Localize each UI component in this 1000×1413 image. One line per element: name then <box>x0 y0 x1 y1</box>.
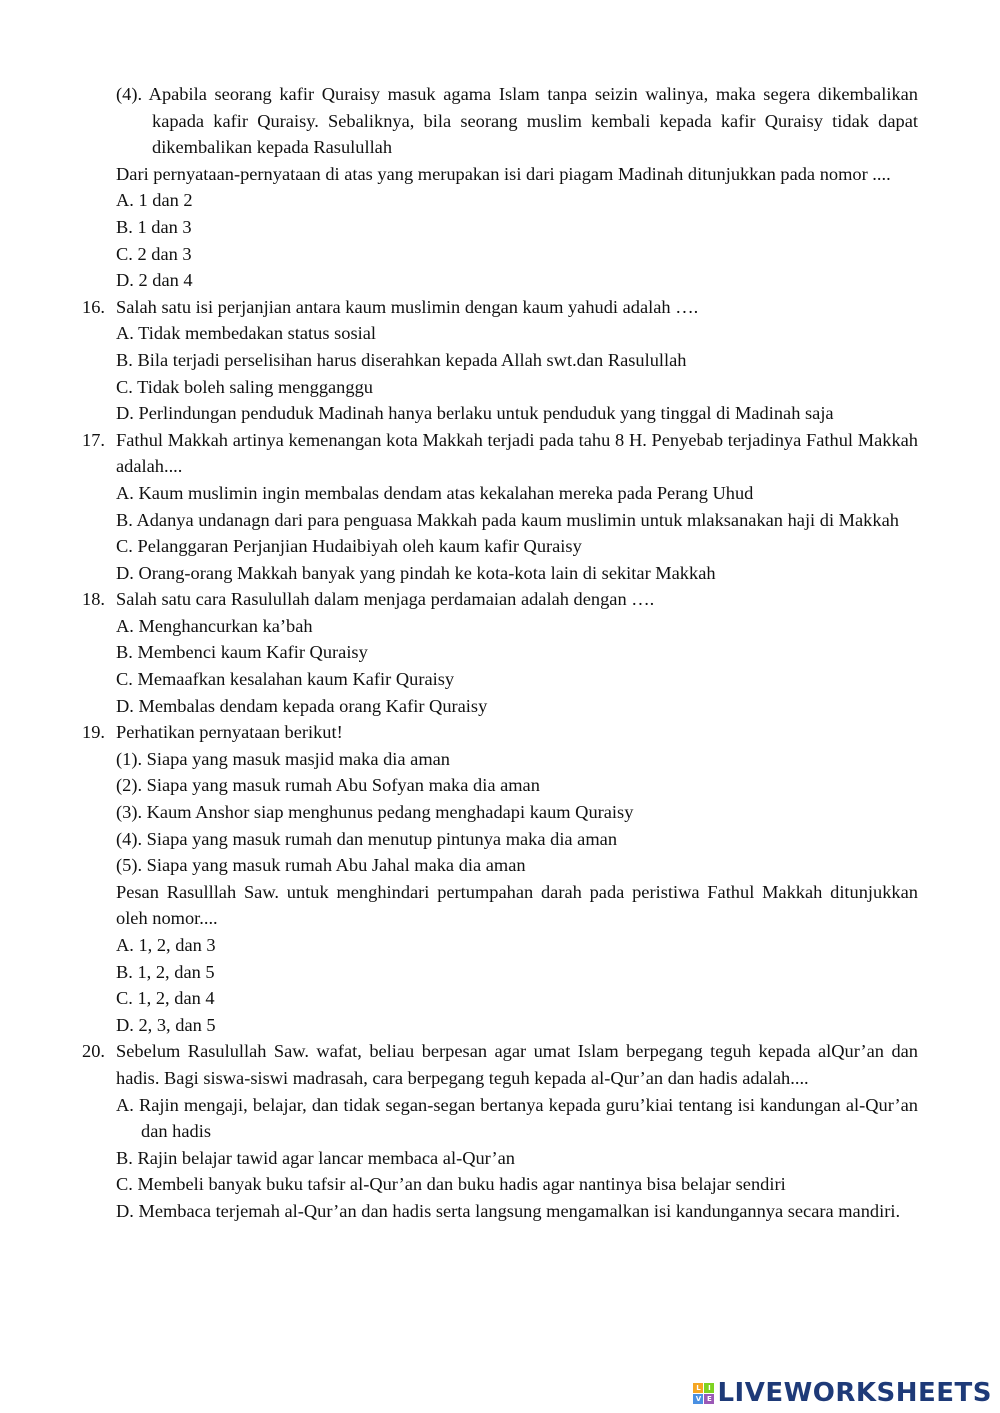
question-options <box>82 320 918 426</box>
question-20 <box>82 1038 918 1224</box>
question-prompt: Pesan Rasulllah Saw. untuk menghindari pertumpahan darah pada peristiwa Fathul Makkah ditunjukkan oleh nomor.... <box>116 881 918 929</box>
question-number: 17. <box>82 429 105 450</box>
answer-option[interactable]: C. Tidak boleh saling mengganggu <box>116 376 373 397</box>
answer-option[interactable]: B. Bila terjadi perselisihan harus diserahkan kepada Allah swt.dan Rasulullah <box>116 349 687 370</box>
prev-question-continuation <box>82 81 918 294</box>
answer-option[interactable]: B. Membenci kaum Kafir Quraisy <box>116 642 368 663</box>
question-options <box>82 480 918 586</box>
answer-option[interactable]: A. 1, 2, dan 3 <box>116 935 216 955</box>
answer-option[interactable]: C. 2 dan 3 <box>116 243 192 264</box>
question-16 <box>82 294 918 427</box>
question-number: 20. <box>82 1041 105 1062</box>
answer-option[interactable]: C. Memaafkan kesalahan kaum Kafir Quraisy <box>116 669 455 690</box>
prev-question-options <box>82 187 918 293</box>
question-17 <box>82 427 918 587</box>
answer-option[interactable]: D. 2, 3, dan 5 <box>116 1014 216 1035</box>
logo-letter: V <box>693 1394 703 1404</box>
statement-item: (3). Kaum Anshor siap menghunus pedang menghadapi kaum Quraisy <box>116 802 634 823</box>
answer-option[interactable]: D. Perlindungan penduduk Madinah hanya berlaku untuk penduduk yang tinggal di Madinah saja <box>116 403 834 424</box>
answer-option[interactable]: D. 2 dan 4 <box>116 270 193 291</box>
answer-option[interactable]: D. Membalas dendam kepada orang Kafir Quraisy <box>116 695 488 716</box>
question-options <box>82 932 918 1038</box>
logo-letter: I <box>704 1383 714 1393</box>
question-text: 16. Salah satu isi perjanjian antara kaum muslimin dengan kaum yahudi adalah …. <box>82 294 918 321</box>
answer-option[interactable]: B. Rajin belajar tawid agar lancar membaca al-Qur’an <box>116 1147 515 1168</box>
answer-option[interactable]: D. Membaca terjemah al-Qur’an dan hadis serta langsung mengamalkan isi kandungannya secara mandiri. <box>116 1200 901 1221</box>
answer-option[interactable]: A. Menghancurkan ka’bah <box>116 615 313 636</box>
answer-option[interactable]: A. 1 dan 2 <box>116 190 193 211</box>
answer-option[interactable]: C. Pelanggaran Perjanjian Hudaibiyah oleh kaum kafir Quraisy <box>116 536 582 557</box>
question-18 <box>82 586 918 719</box>
answer-option[interactable]: D. Orang-orang Makkah banyak yang pindah ke kota-kota lain di sekitar Makkah <box>116 562 716 583</box>
logo-letter: L <box>693 1383 703 1393</box>
answer-option[interactable]: C. 1, 2, dan 4 <box>116 988 215 1009</box>
worksheet-content <box>82 81 918 1225</box>
question-number: 19. <box>82 722 105 743</box>
statement-item: (5). Siapa yang masuk rumah Abu Jahal maka dia aman <box>116 855 526 876</box>
logo-letter: E <box>704 1394 714 1404</box>
question-text: 19. Perhatikan pernyataan berikut! <box>82 719 918 746</box>
question-text: 20. Sebelum Rasulullah Saw. wafat, beliau berpesan agar umat Islam berpegang teguh kepada alQur’an dan hadis. Bagi siswa-siswi madrasah, cara berpegang teguh kepada al-Qur’an dan hadis adalah.... <box>82 1038 918 1091</box>
liveworksheets-logo-icon <box>693 1383 714 1404</box>
question-text: 17. Fathul Makkah artinya kemenangan kota Makkah terjadi pada tahu 8 H. Penyebab terjadinya Fathul Makkah adalah.... <box>82 427 918 480</box>
prev-question-prompt: Dari pernyataan-pernyataan di atas yang merupakan isi dari piagam Madinah ditunjukkan pada nomor .... <box>116 163 891 184</box>
answer-option[interactable]: A. Tidak membedakan status sosial <box>116 323 377 344</box>
statement-item: (4). Siapa yang masuk rumah dan menutup pintunya maka dia aman <box>116 828 618 849</box>
answer-option[interactable]: C. Membeli banyak buku tafsir al-Qur’an dan buku hadis agar nantinya bisa belajar sendiri <box>116 1174 786 1195</box>
answer-option[interactable]: A. Rajin mengaji, belajar, dan tidak segan-segan bertanya kepada guru’kiai tentang isi kandungan al-Qur’an dan hadis <box>116 1094 918 1142</box>
question-options <box>82 613 918 719</box>
question-number: 18. <box>82 589 105 610</box>
question-options <box>82 1092 918 1225</box>
statement-item: (2). Siapa yang masuk rumah Abu Sofyan maka dia aman <box>116 775 540 796</box>
answer-option[interactable]: B. Adanya undanagn dari para penguasa Makkah pada kaum muslimin untuk mlaksanakan haji di Makkah <box>116 509 899 530</box>
question-statements <box>82 746 918 879</box>
question-19 <box>82 719 918 1038</box>
prev-statement-4: (4). Apabila seorang kafir Quraisy masuk agama Islam tanpa seizin walinya, maka segera dikembalikan kapada kafir Quraisy. Sebaliknya, bila seorang muslim kembali kepada kafir Quraisy tidak dapat dikembalikan kepada Rasulullah <box>116 84 918 158</box>
liveworksheets-watermark <box>693 1379 992 1407</box>
answer-option[interactable]: B. 1, 2, dan 5 <box>116 961 215 982</box>
answer-option[interactable]: A. Kaum muslimin ingin membalas dendam atas kekalahan mereka pada Perang Uhud <box>116 482 754 503</box>
question-number: 16. <box>82 296 105 317</box>
question-text: 18. Salah satu cara Rasulullah dalam menjaga perdamaian adalah dengan …. <box>82 586 918 613</box>
watermark-text: LIVEWORKSHEETS <box>717 1378 992 1408</box>
statement-item: (1). Siapa yang masuk masjid maka dia aman <box>116 748 451 769</box>
answer-option[interactable]: B. 1 dan 3 <box>116 216 192 237</box>
